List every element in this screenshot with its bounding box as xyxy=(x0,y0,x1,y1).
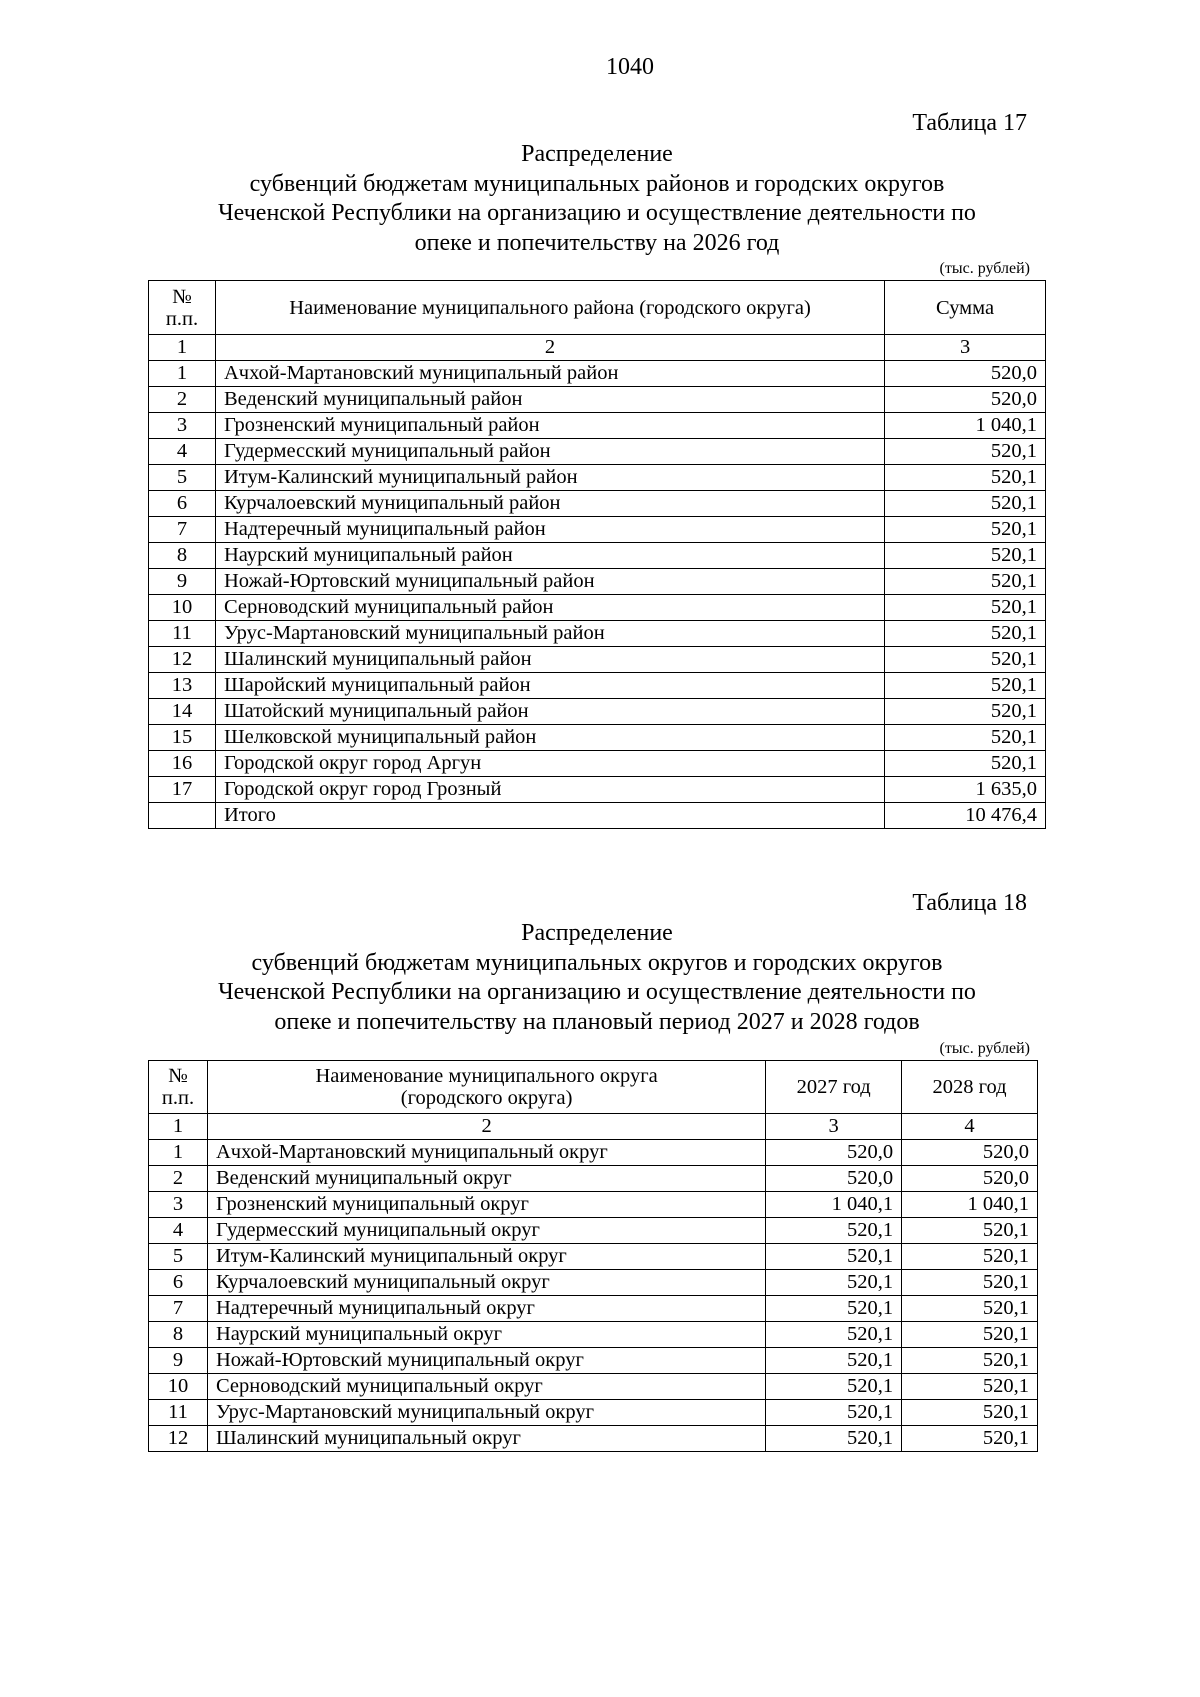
table-row xyxy=(149,1244,1038,1270)
row-name: Ачхой-Мартановский муниципальный округ xyxy=(207,1140,765,1166)
row-amount: 520,1 xyxy=(902,1400,1038,1426)
table-row xyxy=(149,751,1046,777)
header-number xyxy=(149,1061,208,1114)
row-amount: 520,0 xyxy=(902,1140,1038,1166)
table-row xyxy=(149,1426,1038,1452)
row-name: Итого xyxy=(215,803,884,829)
row-number: 13 xyxy=(149,673,216,699)
column-number: 3 xyxy=(885,335,1046,361)
table-row xyxy=(149,413,1046,439)
row-amount: 520,1 xyxy=(885,751,1046,777)
row-name: Веденский муниципальный округ xyxy=(207,1166,765,1192)
row-name: Наурский муниципальный район xyxy=(215,543,884,569)
header-name xyxy=(207,1061,765,1114)
units-label: (тыс. рублей) xyxy=(939,1040,1030,1057)
row-amount: 520,0 xyxy=(766,1166,902,1192)
row-amount: 520,1 xyxy=(885,647,1046,673)
row-amount: 520,1 xyxy=(885,543,1046,569)
row-amount: 520,1 xyxy=(885,569,1046,595)
header-2028: 2028 год xyxy=(902,1061,1038,1114)
row-number: 6 xyxy=(149,1270,208,1296)
row-number: 10 xyxy=(149,1374,208,1400)
column-number: 3 xyxy=(766,1114,902,1140)
table-row xyxy=(149,647,1046,673)
table-18-caption: Таблица 18 xyxy=(912,890,1027,916)
row-number: 3 xyxy=(149,413,216,439)
row-name: Урус-Мартановский муниципальный округ xyxy=(207,1400,765,1426)
table-row xyxy=(149,1140,1038,1166)
header-number-line: № xyxy=(172,285,192,308)
row-number: 2 xyxy=(149,1166,208,1192)
row-number: 5 xyxy=(149,465,216,491)
row-amount: 1 040,1 xyxy=(902,1192,1038,1218)
row-amount: 520,1 xyxy=(885,621,1046,647)
row-amount: 1 040,1 xyxy=(885,413,1046,439)
row-number: 1 xyxy=(149,1140,208,1166)
header-number-line: № xyxy=(168,1065,188,1087)
row-number xyxy=(149,803,216,829)
table-17 xyxy=(148,280,1046,829)
header-number xyxy=(149,281,216,335)
row-number: 12 xyxy=(149,647,216,673)
row-name: Городской округ город Аргун xyxy=(215,751,884,777)
row-amount: 520,1 xyxy=(885,699,1046,725)
table-row xyxy=(149,1192,1038,1218)
row-number: 9 xyxy=(149,569,216,595)
row-amount: 520,0 xyxy=(885,387,1046,413)
row-number: 5 xyxy=(149,1244,208,1270)
row-name: Гудермесский муниципальный район xyxy=(215,439,884,465)
row-amount: 520,1 xyxy=(885,439,1046,465)
row-name: Серноводский муниципальный округ xyxy=(207,1374,765,1400)
table-row xyxy=(149,803,1046,829)
header-number-line: п.п. xyxy=(165,307,199,330)
table-row xyxy=(149,361,1046,387)
row-amount: 520,0 xyxy=(766,1140,902,1166)
row-amount: 520,1 xyxy=(885,595,1046,621)
row-name: Урус-Мартановский муниципальный район xyxy=(215,621,884,647)
table-row xyxy=(149,621,1046,647)
table-row xyxy=(149,387,1046,413)
row-name: Итум-Калинский муниципальный округ xyxy=(207,1244,765,1270)
table-row xyxy=(149,1400,1038,1426)
row-name: Серноводский муниципальный район xyxy=(215,595,884,621)
table-17-caption: Таблица 17 xyxy=(912,110,1027,136)
row-amount: 520,1 xyxy=(902,1374,1038,1400)
title-line: Чеченской Республики на организацию и осуществление деятельности по xyxy=(218,200,976,226)
row-amount: 520,0 xyxy=(885,361,1046,387)
row-name: Надтеречный муниципальный округ xyxy=(207,1296,765,1322)
table-row xyxy=(149,491,1046,517)
row-number: 16 xyxy=(149,751,216,777)
row-name: Ножай-Юртовский муниципальный округ xyxy=(207,1348,765,1374)
header-name-line: Наименование муниципального округа xyxy=(315,1065,658,1087)
row-amount: 520,1 xyxy=(766,1400,902,1426)
title-line: Распределение xyxy=(521,141,673,167)
row-number: 4 xyxy=(149,439,216,465)
header-row xyxy=(149,1061,1038,1114)
table-17-title xyxy=(148,140,1046,258)
row-amount: 1 635,0 xyxy=(885,777,1046,803)
column-number: 4 xyxy=(902,1114,1038,1140)
table-row xyxy=(149,595,1046,621)
title-line: опеке и попечительству на 2026 год xyxy=(414,229,780,256)
title-line: субвенций бюджетам муниципальных районов и городских округов xyxy=(249,170,945,197)
table-row xyxy=(149,673,1046,699)
column-number: 1 xyxy=(149,1114,208,1140)
title-line: Распределение xyxy=(521,920,673,946)
header-2027: 2027 год xyxy=(766,1061,902,1114)
row-number: 11 xyxy=(149,1400,208,1426)
page-number: 1040 xyxy=(606,54,654,80)
title-line: опеке и попечительству на плановый период 2027 и 2028 годов xyxy=(274,1008,920,1035)
row-number: 6 xyxy=(149,491,216,517)
row-amount: 520,1 xyxy=(902,1348,1038,1374)
row-number: 8 xyxy=(149,1322,208,1348)
units-label: (тыс. рублей) xyxy=(939,260,1030,277)
row-name: Шатойский муниципальный район xyxy=(215,699,884,725)
title-line: Чеченской Республики на организацию и осуществление деятельности по xyxy=(218,979,976,1005)
row-amount: 520,1 xyxy=(766,1374,902,1400)
table-row xyxy=(149,1296,1038,1322)
row-amount: 520,1 xyxy=(902,1296,1038,1322)
row-number: 15 xyxy=(149,725,216,751)
row-name: Шалинский муниципальный район xyxy=(215,647,884,673)
table-row xyxy=(149,725,1046,751)
row-name: Наурский муниципальный округ xyxy=(207,1322,765,1348)
header-sum: Сумма xyxy=(885,281,1046,335)
row-name: Курчалоевский муниципальный округ xyxy=(207,1270,765,1296)
row-name: Шаройский муниципальный район xyxy=(215,673,884,699)
row-name: Ножай-Юртовский муниципальный район xyxy=(215,569,884,595)
table-row xyxy=(149,517,1046,543)
row-name: Надтеречный муниципальный район xyxy=(215,517,884,543)
table-row xyxy=(149,1374,1038,1400)
column-number: 1 xyxy=(149,335,216,361)
table-row xyxy=(149,699,1046,725)
row-name: Грозненский муниципальный округ xyxy=(207,1192,765,1218)
title-line: субвенций бюджетам муниципальных округов и городских округов xyxy=(251,949,943,976)
row-number: 17 xyxy=(149,777,216,803)
row-amount: 520,1 xyxy=(885,517,1046,543)
row-amount: 520,1 xyxy=(885,725,1046,751)
row-number: 11 xyxy=(149,621,216,647)
row-amount: 520,1 xyxy=(766,1218,902,1244)
table-18-title xyxy=(148,919,1046,1037)
table-row xyxy=(149,1322,1038,1348)
row-name: Шалинский муниципальный округ xyxy=(207,1426,765,1452)
row-amount: 520,1 xyxy=(766,1296,902,1322)
row-name: Шелковской муниципальный район xyxy=(215,725,884,751)
row-amount: 520,1 xyxy=(902,1426,1038,1452)
column-number: 2 xyxy=(215,335,884,361)
row-amount: 520,1 xyxy=(766,1348,902,1374)
row-amount: 520,1 xyxy=(902,1270,1038,1296)
row-amount: 520,1 xyxy=(766,1322,902,1348)
row-name: Ачхой-Мартановский муниципальный район xyxy=(215,361,884,387)
row-amount: 520,1 xyxy=(885,491,1046,517)
table-row xyxy=(149,1348,1038,1374)
column-number-row xyxy=(149,335,1046,361)
row-name: Курчалоевский муниципальный район xyxy=(215,491,884,517)
row-number: 8 xyxy=(149,543,216,569)
row-amount: 1 040,1 xyxy=(766,1192,902,1218)
table-row xyxy=(149,543,1046,569)
header-name: Наименование муниципального района (городского округа) xyxy=(215,281,884,335)
header-number-line: п.п. xyxy=(161,1087,195,1109)
row-amount: 520,1 xyxy=(902,1322,1038,1348)
row-name: Веденский муниципальный район xyxy=(215,387,884,413)
row-number: 7 xyxy=(149,517,216,543)
row-number: 4 xyxy=(149,1218,208,1244)
row-name: Итум-Калинский муниципальный район xyxy=(215,465,884,491)
table-row xyxy=(149,465,1046,491)
row-name: Городской округ город Грозный xyxy=(215,777,884,803)
row-name: Грозненский муниципальный район xyxy=(215,413,884,439)
table-row xyxy=(149,439,1046,465)
table-row xyxy=(149,1218,1038,1244)
column-number: 2 xyxy=(207,1114,765,1140)
table-row xyxy=(149,1270,1038,1296)
row-number: 1 xyxy=(149,361,216,387)
row-number: 14 xyxy=(149,699,216,725)
table-row xyxy=(149,777,1046,803)
row-amount: 520,1 xyxy=(902,1244,1038,1270)
row-amount: 520,1 xyxy=(902,1218,1038,1244)
row-number: 7 xyxy=(149,1296,208,1322)
row-amount: 10 476,4 xyxy=(885,803,1046,829)
row-amount: 520,1 xyxy=(766,1244,902,1270)
row-name: Гудермесский муниципальный округ xyxy=(207,1218,765,1244)
row-amount: 520,1 xyxy=(885,465,1046,491)
row-number: 9 xyxy=(149,1348,208,1374)
header-name-line: (городского округа) xyxy=(400,1087,573,1109)
header-row xyxy=(149,281,1046,335)
table-18 xyxy=(148,1060,1038,1452)
row-amount: 520,1 xyxy=(885,673,1046,699)
row-number: 3 xyxy=(149,1192,208,1218)
table-row xyxy=(149,569,1046,595)
row-amount: 520,0 xyxy=(902,1166,1038,1192)
row-number: 2 xyxy=(149,387,216,413)
row-number: 10 xyxy=(149,595,216,621)
row-number: 12 xyxy=(149,1426,208,1452)
table-row xyxy=(149,1166,1038,1192)
row-amount: 520,1 xyxy=(766,1270,902,1296)
row-amount: 520,1 xyxy=(766,1426,902,1452)
column-number-row xyxy=(149,1114,1038,1140)
